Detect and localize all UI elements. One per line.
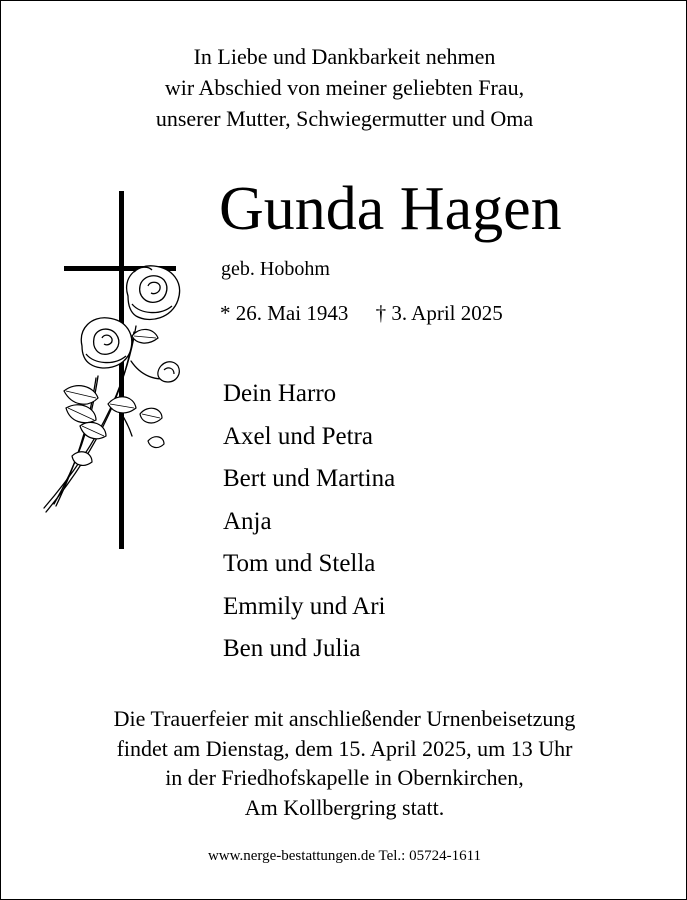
- service-line-3: in der Friedhofskapelle in Obernkirchen,: [165, 765, 524, 790]
- mourner-item: Bert und Martina: [223, 465, 396, 492]
- cross-with-roses-icon: [36, 186, 186, 556]
- intro-text: [1, 41, 687, 134]
- mourner-item: Ben und Julia: [223, 635, 361, 662]
- funeral-home-contact: www.nerge-bestattungen.de Tel.: 05724-1611: [207, 848, 482, 864]
- mourner-item: Emmily und Ari: [223, 592, 386, 620]
- mourner-item: Anja: [223, 507, 272, 535]
- intro-line-1: In Liebe und Dankbarkeit nehmen: [193, 44, 496, 69]
- life-dates: [220, 299, 503, 327]
- birth-date: * 26. Mai 1943: [220, 301, 349, 325]
- intro-line-2: wir Abschied von meiner geliebten Frau,: [164, 75, 525, 100]
- mourner-item: Dein Harro: [223, 380, 337, 407]
- service-line-1: Die Trauerfeier mit anschließender Urnenbeisetzung: [113, 706, 576, 731]
- mourner-item: Tom und Stella: [223, 550, 376, 577]
- service-details: [1, 704, 687, 822]
- intro-line-3: unserer Mutter, Schwiegermutter und Oma: [155, 106, 534, 131]
- birth-name: geb. Hobohm: [221, 258, 330, 280]
- death-date: † 3. April 2025: [375, 301, 503, 325]
- mourner-item: Axel und Petra: [223, 422, 373, 450]
- deceased-name: Gunda Hagen: [219, 175, 562, 243]
- service-line-2: findet am Dienstag, dem 15. April 2025, um 13 Uhr: [116, 735, 573, 761]
- mourners-list: [223, 373, 395, 671]
- service-line-4: Am Kollbergring statt.: [244, 794, 445, 820]
